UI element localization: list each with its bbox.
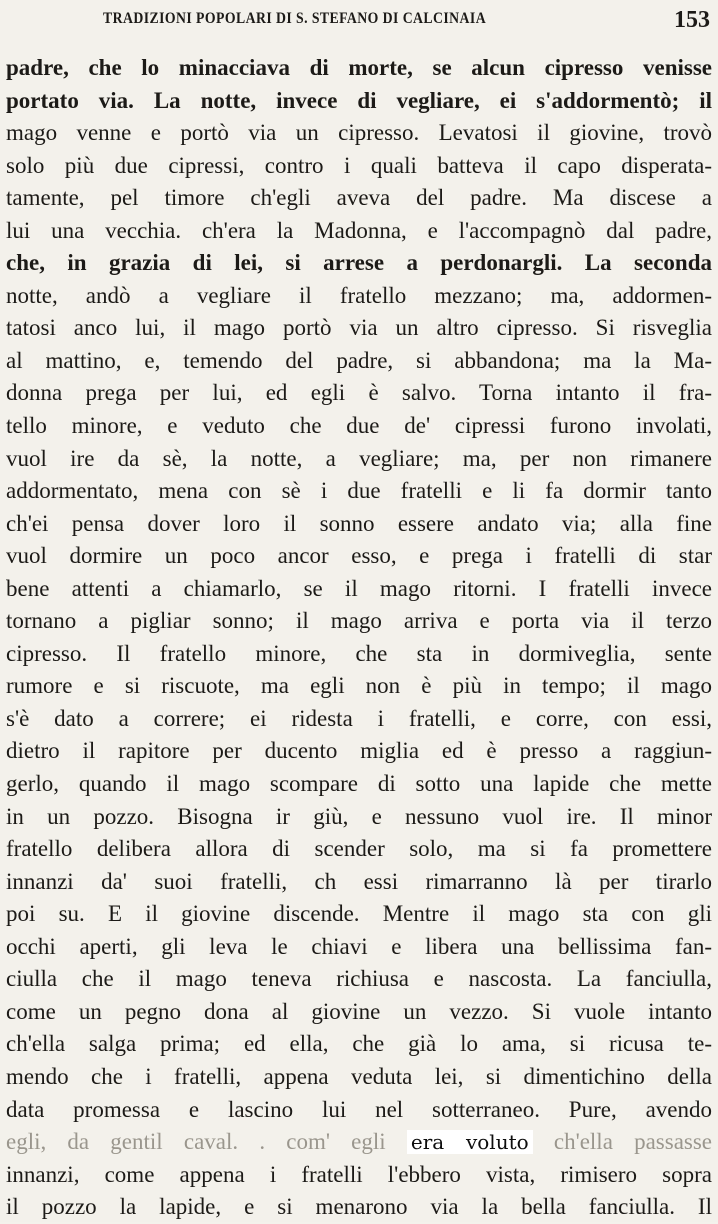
- page-number: 153: [674, 7, 710, 33]
- text-line-20: rumore e si riscuote, ma egli non è più in tempo; il mago: [6, 673, 712, 699]
- text-line-26: innanzi da' suoi fratelli, ch essi rimarranno là per tirarlo: [6, 868, 712, 894]
- text-line-30: come un pegno dona al giovine un vezzo. Si vuole intanto: [6, 998, 712, 1024]
- text-line-36: il pozzo la lapide, e si menarono via la bella fanciulla. Il: [6, 1194, 712, 1220]
- text-line-35: innanzi, come appena i fratelli l'ebbero vista, rimisero sopra: [6, 1161, 712, 1187]
- text-line-32: mendo che i fratelli, appena veduta lei, si dimentichino della: [6, 1063, 712, 1089]
- text-line-19: cipresso. Il fratello minore, che sta in dormiveglia, sente: [6, 640, 712, 666]
- text-line-34: [6, 1126, 712, 1159]
- text-line-34-after: ch'ella passasse: [553, 1129, 712, 1155]
- body-text: [6, 52, 712, 1224]
- text-line-16: vuol dormire un poco ancor esso, e prega i fratelli di star: [6, 543, 712, 569]
- text-line-15: ch'ei pensa dover loro il sonno essere andato via; alla fine: [6, 510, 712, 536]
- text-line-2: portato via. La notte, invece di vegliare, ei s'addormentò; il: [6, 87, 712, 113]
- text-line-11: donna prega per lui, ed egli è salvo. Torna intanto il fra-: [6, 380, 712, 406]
- text-line-4: solo più due cipressi, contro i quali batteva il capo disperata-: [6, 152, 712, 178]
- text-line-8: notte, andò a vegliare il fratello mezzano; ma, addormen-: [6, 282, 712, 308]
- running-title: TRADIZIONI POPOLARI DI S. STEFANO DI CALCINAIA: [103, 10, 487, 27]
- text-line-13: vuol ire da sè, la notte, a vegliare; ma, per non rimanere: [6, 445, 712, 471]
- text-line-9: tatosi anco lui, il mago portò via un altro cipresso. Si risveglia: [6, 315, 712, 341]
- text-line-29: ciulla che il mago teneva richiusa e nascosta. La fanciulla,: [6, 966, 712, 992]
- text-line-3: mago venne e portò via un cipresso. Levatosi il giovine, trovò: [6, 120, 712, 146]
- text-line-24: in un pozzo. Bisogna ir giù, e nessuno vuol ire. Il minor: [6, 803, 712, 829]
- text-line-6: lui una vecchia. ch'era la Madonna, e l'accompagnò dal padre,: [6, 217, 712, 243]
- text-line-25: fratello delibera allora di scender solo, ma si fa promettere: [6, 836, 712, 862]
- text-line-34-before: egli, da gentil caval. . com' egli: [6, 1129, 386, 1155]
- text-line-18: tornano a pigliar sonno; il mago arriva e porta via il terzo: [6, 608, 712, 634]
- text-line-5: tamente, pel timore ch'egli aveva del padre. Ma discese a: [6, 185, 712, 211]
- text-line-14: addormentato, mena con sè i due fratelli e li fa dormir tanto: [6, 478, 712, 504]
- text-line-23: gerlo, quando il mago scompare di sotto una lapide che mette: [6, 771, 712, 797]
- text-line-34-inset: era voluto: [407, 1130, 533, 1154]
- text-line-12: tello minore, e veduto che due de' cipressi furono involati,: [6, 413, 712, 439]
- text-line-7: che, in grazia di lei, si arrese a perdonargli. La seconda: [6, 250, 712, 276]
- text-line-33: data promessa e lascino lui nel sotterraneo. Pure, avendo: [6, 1096, 712, 1122]
- text-line-22: dietro il rapitore per ducento miglia ed è presso a raggiun-: [6, 738, 712, 764]
- text-line-21: s'è dato a correre; ei ridesta i fratelli, e corre, con essi,: [6, 705, 712, 731]
- text-line-10: al mattino, e, temendo del padre, si abbandona; ma la Ma-: [6, 347, 712, 373]
- text-line-17: bene attenti a chiamarlo, se il mago ritorni. I fratelli invece: [6, 575, 712, 601]
- page-header: [0, 6, 718, 42]
- text-line-27: poi su. E il giovine discende. Mentre il mago sta con gli: [6, 901, 712, 927]
- text-line-31: ch'ella salga prima; ed ella, che già lo ama, si ricusa te-: [6, 1031, 712, 1057]
- text-line-1: padre, che lo minacciava di morte, se alcun cipresso venisse: [6, 55, 712, 80]
- text-line-28: occhi aperti, gli leva le chiavi e libera una bellissima fan-: [6, 933, 712, 959]
